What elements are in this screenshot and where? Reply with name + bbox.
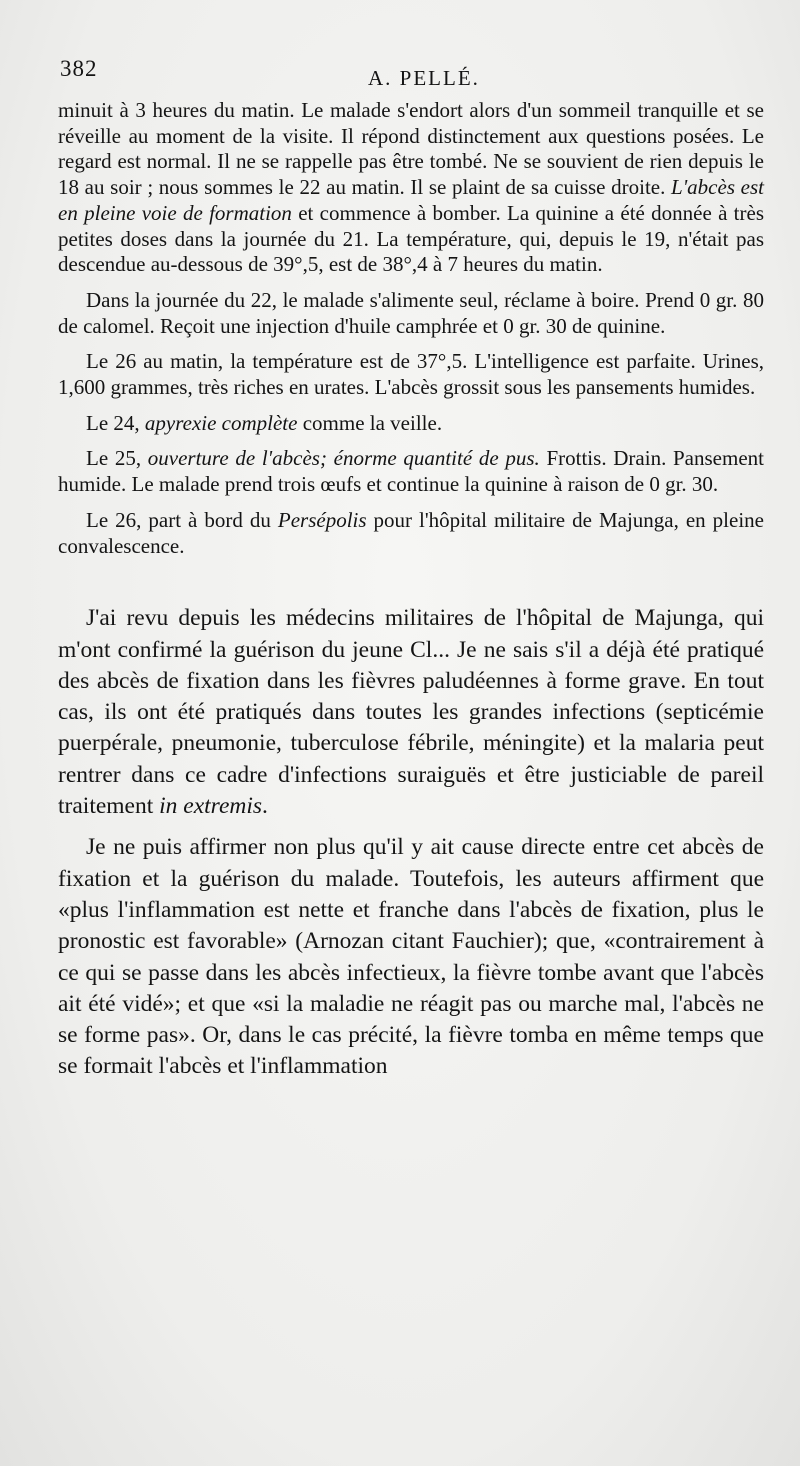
text-run: Frottis. Drain. Pansement humide. Le malade prend trois œufs et continue la quinine à raison de 0 gr. 30. — [58, 446, 764, 497]
text-run: Le 25, — [86, 446, 148, 471]
italic-run: L'abcès est en pleine voie de formation — [58, 175, 764, 225]
paragraph-4 — [58, 411, 764, 437]
text-run: et commence à bomber. La quinine a été donnée à très petites doses dans la journée du 21. La température, qui, depuis le 19, n'était pas descendue au-dessous de 39°,5, est de 38°,4 à 7 heures du matin. — [58, 200, 764, 277]
italic-run: ouverture de l'abcès; énorme quantité de pus. — [147, 446, 540, 471]
italic-run: in extremis — [159, 793, 263, 820]
paragraph-1 — [58, 98, 764, 278]
text-run: . — [262, 793, 268, 820]
body-text — [58, 98, 764, 1083]
paragraph-2 — [58, 288, 764, 339]
paragraph-7 — [58, 603, 764, 822]
paragraph-3 — [58, 349, 764, 400]
text-run: comme la veille. — [297, 410, 443, 435]
page-number: 382 — [60, 56, 98, 81]
text-run: Le 24, — [86, 410, 145, 435]
paragraph-8 — [58, 832, 764, 1082]
italic-run: Persépolis — [277, 507, 367, 532]
text-run: J'ai revu depuis les médecins militaires de l'hôpital de Majunga, qui m'ont confirmé la guérison du jeune Cl... Je ne sais s'il a déjà été pratiqué des abcès de fixation dans les fièvres paludéennes à forme grave. En tout cas, ils ont été pratiqués dans toutes les grandes infections (septicémie puerpérale, pneumonie, tuberculose fébrile, méningite) et la malaria peut rentrer dans ce cadre d'infections suraiguës et être justiciable de pareil traitement — [58, 605, 764, 820]
running-header — [0, 52, 800, 92]
italic-run: apyrexie complète — [144, 410, 298, 435]
running-title: A. PELLÉ. — [368, 66, 480, 90]
text-run: pour l'hôpital militaire de Majunga, en pleine convalescence. — [58, 507, 764, 558]
paragraph-6 — [58, 508, 764, 559]
text-run: Le 26, part à bord du — [86, 507, 278, 532]
text-run: minuit à 3 heures du matin. Le malade s'endort alors d'un sommeil tranquille et se réveille au moment de la visite. Il répond distinctement aux questions posées. Le regard est normal. Il ne se rappelle pas être tombé. Ne se souvient de rien depuis le 18 au soir ; nous sommes le 22 au matin. Il se plaint de sa cuisse droite. — [58, 98, 764, 200]
text-run: Le 26 au matin, la température est de 37°,5. L'intelligence est parfaite. Urines, 1,600 grammes, très riches en urates. L'abcès grossit sous les pansements humides. — [58, 349, 764, 400]
paragraph-5 — [58, 446, 764, 497]
text-run: Je ne puis affirmer non plus qu'il y ait cause directe entre cet abcès de fixation et la guérison du malade. Toutefois, les auteurs affirment que «plus l'inflammation est nette et franche dans l'abcès de fixation, plus le pronostic est favorable» (Arnozan citant Fauchier); que, «contrairement à ce qui se passe dans les abcès infectieux, la fièvre tombe avant que l'abcès ait été vidé»; et que «si la maladie ne réagit pas ou marche mal, l'abcès ne se forme pas». Or, dans le cas précité, la fièvre tomba en même temps que se formait l'abcès et l'inflammation — [58, 834, 764, 1080]
text-run: Dans la journée du 22, le malade s'alimente seul, réclame à boire. Prend 0 gr. 80 de calomel. Reçoit une injection d'huile camphrée et 0 gr. 30 de quinine. — [58, 287, 764, 338]
